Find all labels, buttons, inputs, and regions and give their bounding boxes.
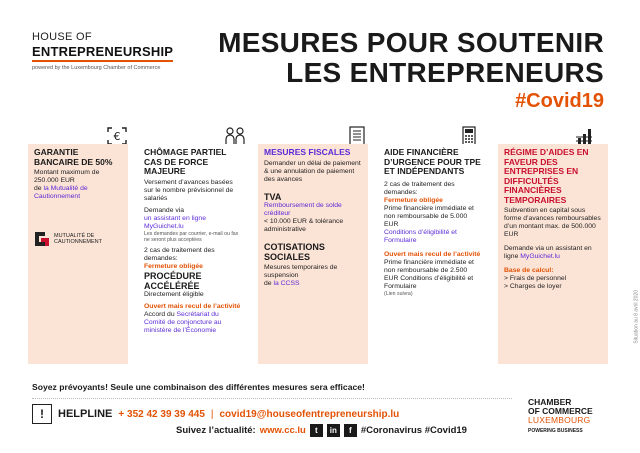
regime-req: Demande via un assistant en ligne bbox=[504, 245, 592, 260]
aide-conditions-link[interactable]: Conditions d’éligibilité et Formulaire bbox=[384, 228, 457, 244]
follow-hashtags: #Coronavirus #Covid19 bbox=[360, 425, 467, 436]
helpline-label: HELPLINE bbox=[58, 408, 113, 420]
cotisations-text2: de bbox=[264, 279, 272, 287]
myguichet-link[interactable]: un assistant en ligne MyGuichet.lu bbox=[144, 214, 206, 230]
facebook-icon[interactable]: f bbox=[344, 424, 357, 437]
alert-icon: ! bbox=[32, 404, 52, 424]
chamber-line4: POWERING BUSINESS bbox=[528, 428, 583, 434]
helpline bbox=[32, 404, 399, 424]
page-title bbox=[218, 28, 604, 88]
cotisations-title: COTISATIONS SOCIALES bbox=[264, 241, 325, 262]
mutualite-logo-text2: CAUTIONNEMENT bbox=[54, 239, 102, 245]
cotisations-text: Mesures temporaires de suspension bbox=[264, 263, 338, 279]
mutualite-logo-text1: MUTUALITÉ DE bbox=[54, 232, 95, 239]
chomage-cases: 2 cas de traitement des demandes: bbox=[144, 246, 215, 262]
chomage-status-closed: Fermeture obligée bbox=[144, 262, 203, 270]
chomage-req-note: Les demandes par courrier, e-mail ou fax ne seront plus acceptées bbox=[144, 230, 239, 243]
follow-url[interactable]: www.cc.lu bbox=[259, 425, 306, 436]
aide-prime1: Prime financière immédiate et non remboursable de 5.000 EUR bbox=[384, 204, 474, 228]
column-chomage bbox=[138, 144, 248, 364]
tva-title: TVA bbox=[264, 191, 282, 202]
ccss-link[interactable]: la CCSS bbox=[273, 279, 300, 287]
mutualite-mark-icon bbox=[34, 231, 50, 247]
document-icon bbox=[346, 126, 368, 146]
chart-icon bbox=[573, 126, 595, 146]
chomage-status-open: Ouvert mais recul de l’activité bbox=[144, 302, 241, 310]
chomage-accord: Accord du bbox=[144, 310, 175, 318]
warning-text: Soyez prévoyants! Seule une combinaison des différentes mesures sera efficace! bbox=[32, 382, 365, 392]
people-icon bbox=[224, 126, 246, 146]
helpline-separator: | bbox=[210, 408, 214, 420]
secretariat-link[interactable]: Secrétariat du Comité de conjoncture au ministère de l’Économie bbox=[144, 310, 222, 334]
situation-date: Situation au 8 avril 2020 bbox=[634, 290, 640, 344]
fiscales-text: Demander un délai de paiement & une annulation de paiement des avances bbox=[264, 159, 361, 183]
regime-title: RÉGIME D’AIDES EN FAVEUR DES ENTREPRISES EN DIFFICULTÉS FINANCIÈRES TEMPORAIRES bbox=[504, 147, 589, 205]
aide-status-closed: Fermeture obligée bbox=[384, 196, 443, 204]
aide-cases: 2 cas de traitement des demandes: bbox=[384, 180, 455, 196]
chamber-line1: CHAMBER bbox=[528, 397, 572, 407]
chomage-text: Versement d’avances basées sur le nombre prévisionnel de salariés bbox=[144, 178, 234, 202]
follow-label: Suivez l’actualité: bbox=[176, 425, 256, 436]
chomage-title: CHÔMAGE PARTIEL CAS DE FORCE MAJEURE bbox=[144, 147, 227, 176]
helpline-phone[interactable]: + 352 42 39 39 445 bbox=[118, 408, 205, 420]
chamber-line2: OF COMMERCE bbox=[528, 406, 593, 416]
chamber-line3: LUXEMBOURG bbox=[528, 415, 591, 425]
aide-status-open: Ouvert mais recul de l’activité bbox=[384, 250, 481, 258]
brand-line2: ENTREPRENEURSHIP bbox=[32, 45, 173, 62]
brand-line1: HOUSE OF bbox=[32, 31, 92, 43]
divider bbox=[32, 398, 512, 399]
title-line1: MESURES POUR SOUTENIR bbox=[218, 27, 604, 58]
aide-prime2-note: (Lien suivra) bbox=[384, 290, 413, 297]
regime-base-2: > Charges de loyer bbox=[504, 283, 562, 290]
brand-logo bbox=[32, 31, 202, 71]
fiscales-title: MESURES FISCALES bbox=[264, 147, 351, 157]
aide-title: AIDE FINANCIÈRE D’URGENCE POUR TPE ET INDÉPENDANTS bbox=[384, 147, 481, 176]
chomage-procedure: PROCÉDURE ACCÉLÉRÉE bbox=[144, 270, 202, 291]
regime-base-1: > Frais de personnel bbox=[504, 275, 567, 282]
mutualite-logo bbox=[34, 231, 122, 247]
column-fiscales bbox=[258, 144, 368, 364]
follow-bar bbox=[176, 424, 467, 437]
calculator-icon bbox=[458, 126, 480, 146]
title-line2: LES ENTREPRENEURS bbox=[286, 57, 604, 88]
helpline-email[interactable]: covid19@houseofentrepreneurship.lu bbox=[219, 408, 400, 420]
tva-link[interactable]: Remboursement de solde créditeur bbox=[264, 201, 342, 217]
regime-base: Base de calcul: bbox=[504, 267, 554, 274]
regime-text: Subvention en capital sous forme d’avances remboursables d’un montant max. de 500.000 EUR bbox=[504, 207, 601, 238]
chomage-procedure-sub: Directement éligible bbox=[144, 290, 204, 298]
chomage-req: Demande via bbox=[144, 206, 185, 214]
chamber-logo bbox=[528, 398, 616, 434]
hashtag: #Covid19 bbox=[515, 90, 604, 112]
column-aide bbox=[378, 144, 488, 364]
garantie-text2: de bbox=[34, 185, 42, 192]
measures-grid bbox=[28, 126, 608, 371]
column-regime bbox=[498, 144, 608, 364]
regime-myguichet-link[interactable]: MyGuichet.lu bbox=[520, 253, 560, 260]
twitter-icon[interactable]: t bbox=[310, 424, 323, 437]
brand-line3: powered by the Luxembourg Chamber of Commerce bbox=[32, 65, 161, 71]
tva-text: < 10.000 EUR & tolérance administrative bbox=[264, 217, 344, 233]
garantie-title: GARANTIE BANCAIRE DE 50% bbox=[34, 147, 113, 167]
mutualite-link[interactable]: la Mutualité de Cautionnement bbox=[34, 185, 88, 200]
column-garantie bbox=[28, 144, 128, 364]
linkedin-icon[interactable]: in bbox=[327, 424, 340, 437]
garantie-text: Montant maximum de 250.000 EUR bbox=[34, 169, 100, 184]
svg-text:€: € bbox=[113, 130, 121, 143]
euro-icon bbox=[106, 126, 128, 146]
aide-prime2: Prime financière immédiate et non remboursable de 2.500 EUR Conditions d’éligibilité et Formulaire bbox=[384, 258, 474, 290]
